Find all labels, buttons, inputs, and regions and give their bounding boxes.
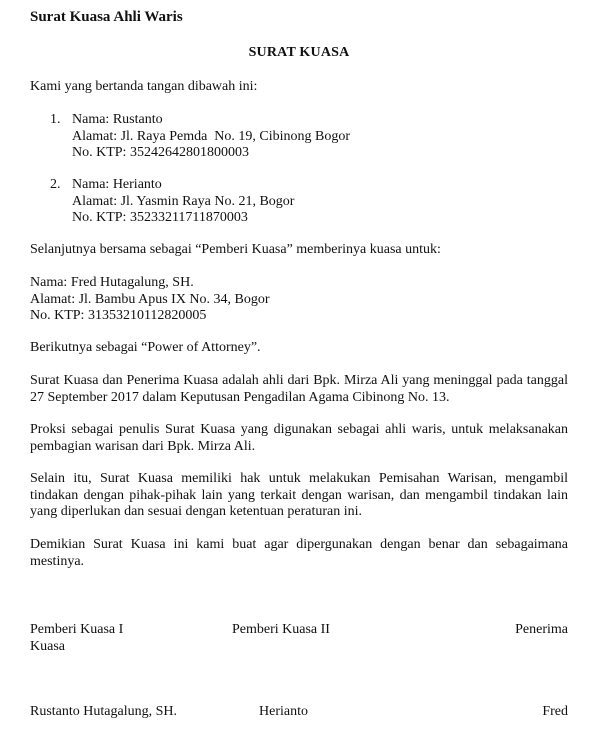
- attorney-name: Nama: Fred Hutagalung, SH.: [30, 275, 194, 290]
- paragraph-heirs: Surat Kuasa dan Penerima Kuasa adalah ahli dari Bpk. Mirza Ali yang meninggal pada tanggal 27 September 2017 dalam Keputusan Pengadilan Agama Cibinong No. 13.: [30, 373, 568, 405]
- signature-name-recipient: Fred: [542, 704, 568, 719]
- grantor-address: Alamat: Jl. Raya Pemda No. 19, Cibinong Bogor: [72, 128, 351, 144]
- grantor-number: 2.: [50, 177, 61, 192]
- grantor-name: Nama: Herianto: [72, 177, 162, 192]
- signature-label-grantor-2: Pemberi Kuasa II: [232, 622, 330, 637]
- grantor-ktp: No. KTP: 35242642801800003: [72, 145, 249, 160]
- attorney-ktp: No. KTP: 31353210112820005: [30, 308, 207, 323]
- signature-labels: [30, 622, 568, 662]
- paragraph-closing: Demikian Surat Kuasa ini kami buat agar dipergunakan dengan benar dan sebagaimana mestinya.: [30, 537, 568, 569]
- signature-label-recipient: Penerima: [515, 622, 568, 637]
- intro-text: Kami yang bertanda tangan dibawah ini:: [30, 79, 258, 94]
- document-title: Surat Kuasa Ahli Waris: [30, 9, 183, 25]
- signature-name-grantor-1: Rustanto Hutagalung, SH.: [30, 704, 177, 719]
- signature-name-grantor-2: Herianto: [259, 704, 308, 719]
- signature-names: [30, 704, 568, 744]
- signature-label-grantor-1: Pemberi Kuasa I Kuasa: [30, 622, 124, 654]
- attorney-block: [30, 275, 568, 325]
- letter-heading: SURAT KUASA: [248, 45, 350, 60]
- grant-intro-text: Selanjutnya bersama sebagai “Pemberi Kuasa” memberinya kuasa untuk:: [30, 242, 441, 257]
- grantor-number: 1.: [50, 112, 61, 127]
- attorney-note: Berikutnya sebagai “Power of Attorney”.: [30, 340, 261, 355]
- grantor-address: Alamat: Jl. Yasmin Raya No. 21, Bogor: [72, 193, 295, 209]
- paragraph-rights: Selain itu, Surat Kuasa memiliki hak untuk melakukan Pemisahan Warisan, mengambil tindakan dengan pihak-pihak lain yang terkait dengan warisan, dan mengambil tindakan lain yang diperlukan dan sesuai dengan ketentuan peraturan ini.: [30, 471, 568, 519]
- grantor-name: Nama: Rustanto: [72, 112, 163, 127]
- attorney-address: Alamat: Jl. Bambu Apus IX No. 34, Bogor: [30, 291, 270, 307]
- paragraph-proxy: Proksi sebagai penulis Surat Kuasa yang digunakan sebagai ahli waris, untuk melaksanakan pembagian warisan dari Bpk. Mirza Ali.: [30, 422, 568, 454]
- grantor-ktp: No. KTP: 35233211711870003: [72, 210, 248, 225]
